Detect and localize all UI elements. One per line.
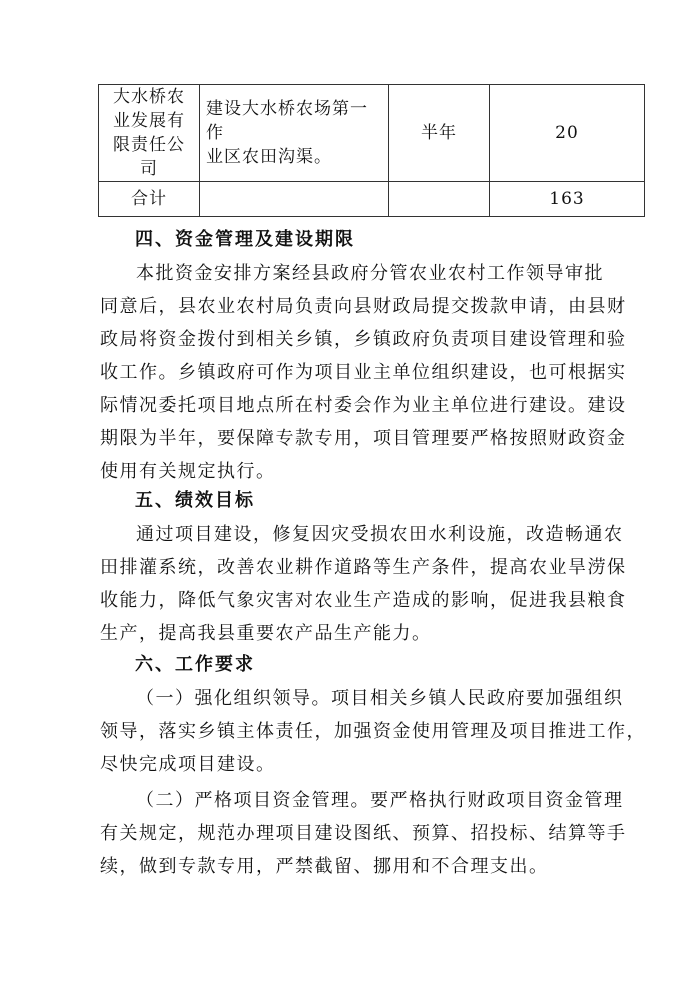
paragraph-line: 生产，提高我县重要农产品生产能力。	[100, 623, 432, 644]
paragraph-line: 政局将资金拨付到相关乡镇，乡镇政府负责项目建设管理和验	[100, 329, 627, 350]
total-amount-cell: 163	[490, 182, 645, 217]
paragraph-fund-regulation	[100, 784, 627, 883]
unit-line: 业发展有	[113, 111, 185, 131]
amount-cell: 20	[490, 85, 645, 182]
paragraph-line: 有关规定，规范办理项目建设图纸、预算、招投标、结算等手	[100, 823, 627, 844]
unit-line: 限责任公	[113, 135, 185, 155]
table-total-row	[99, 182, 645, 217]
total-content-cell	[200, 182, 389, 217]
paragraph-line: 使用有关规定执行。	[100, 461, 276, 482]
section-heading-work-requirements: 六、工作要求	[135, 654, 255, 675]
paragraph-line: 本批资金安排方案经县政府分管农业农村工作领导审批	[136, 263, 604, 284]
paragraph-organization-leadership	[100, 682, 646, 781]
content-line: 建设大水桥农场第一作	[206, 99, 368, 143]
paragraph-line: 通过项目建设，修复因灾受损农田水利设施，改造畅通农	[136, 524, 624, 545]
content-line: 业区农田沟渠。	[206, 147, 332, 167]
paragraph-line: 收能力，降低气象灾害对农业生产造成的影响，促进我县粮食	[100, 590, 627, 611]
total-period-cell	[389, 182, 490, 217]
fund-allocation-table	[98, 84, 645, 217]
section-heading-performance-goals: 五、绩效目标	[135, 490, 255, 511]
unit-line: 大水桥农	[113, 87, 185, 107]
unit-cell	[99, 85, 200, 182]
paragraph-line: 际情况委托项目地点所在村委会作为业主单位进行建设。建设	[100, 395, 627, 416]
content-cell	[200, 85, 389, 182]
paragraph-fund-management	[100, 257, 627, 488]
paragraph-line: 收工作。乡镇政府可作为项目业主单位组织建设，也可根据实	[100, 362, 627, 383]
paragraph-line: （一）强化组织领导。项目相关乡镇人民政府要加强组织	[136, 688, 624, 709]
paragraph-line: 续，做到专款专用，严禁截留、挪用和不合理支出。	[100, 856, 549, 877]
paragraph-line: 同意后，县农业农村局负责向县财政局提交拨款申请，由县财	[100, 296, 627, 317]
unit-line: 司	[140, 159, 158, 179]
paragraph-line: （二）严格项目资金管理。要严格执行财政项目资金管理	[136, 790, 624, 811]
period-cell: 半年	[389, 85, 490, 182]
table-row	[99, 85, 645, 182]
paragraph-line: 田排灌系统，改善农业耕作道路等生产条件，提高农业旱涝保	[100, 557, 627, 578]
paragraph-performance-goals	[100, 518, 627, 650]
paragraph-line: 期限为半年，要保障专款专用，项目管理要严格按照财政资金	[100, 428, 627, 449]
paragraph-line: 领导，落实乡镇主体责任，加强资金使用管理及项目推进工作，	[100, 721, 646, 742]
section-heading-fund-management: 四、资金管理及建设期限	[135, 229, 355, 250]
total-label-cell: 合计	[99, 182, 200, 217]
paragraph-line: 尽快完成项目建设。	[100, 754, 276, 775]
